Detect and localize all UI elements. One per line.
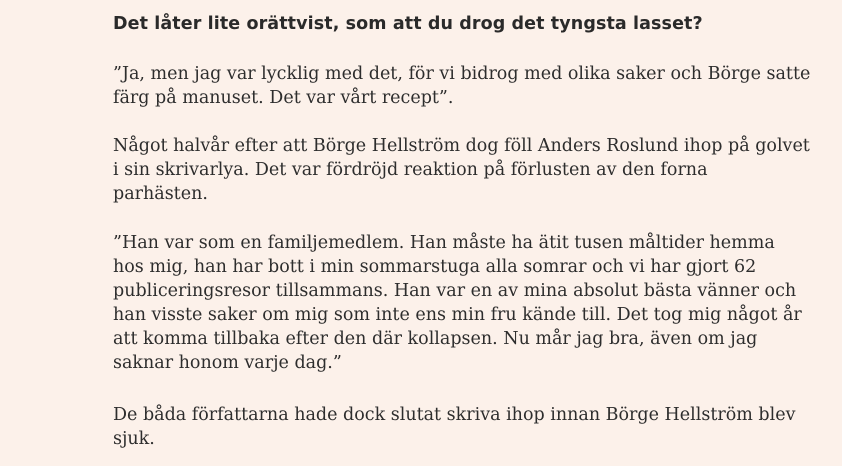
body-paragraph [113,134,810,206]
text-line: sjuk. [113,429,155,449]
text-line: han visste saker om mig som inte ens min fru kände till. Det tog mig något år [113,305,802,325]
text-line: att komma tillbaka efter den där kollapsen. Nu mår jag bra, även om jag [113,329,758,349]
text-line: ”Han var som en familjemedlem. Han måste ha ätit tusen måltider hemma [113,233,775,253]
text-line: i sin skrivarlya. Det var fördröjd reaktion på förlusten av den forna [113,160,708,180]
text-line: saknar honom varje dag.” [113,353,342,373]
interview-question: Det låter lite orättvist, som att du drog det tyngsta lasset? [113,14,703,34]
text-line: publiceringsresor tillsammans. Han var en av mina absolut bästa vänner och [113,281,797,301]
text-line: färg på manuset. Det var vårt recept”. [113,88,454,108]
text-line: hos mig, han har bott i min sommarstuga alla somrar och vi har gjort 62 [113,257,757,277]
text-line: parhästen. [113,184,208,204]
text-line: ”Ja, men jag var lycklig med det, för vi bidrog med olika saker och Börge satte [113,64,811,84]
text-line: Något halvår efter att Börge Hellström dog föll Anders Roslund ihop på golvet [113,136,810,156]
text-line: De båda författarna hade dock slutat skriva ihop innan Börge Hellström blev [113,405,796,425]
quote-paragraph [113,231,802,375]
body-paragraph [113,403,795,451]
answer-paragraph [113,62,810,110]
